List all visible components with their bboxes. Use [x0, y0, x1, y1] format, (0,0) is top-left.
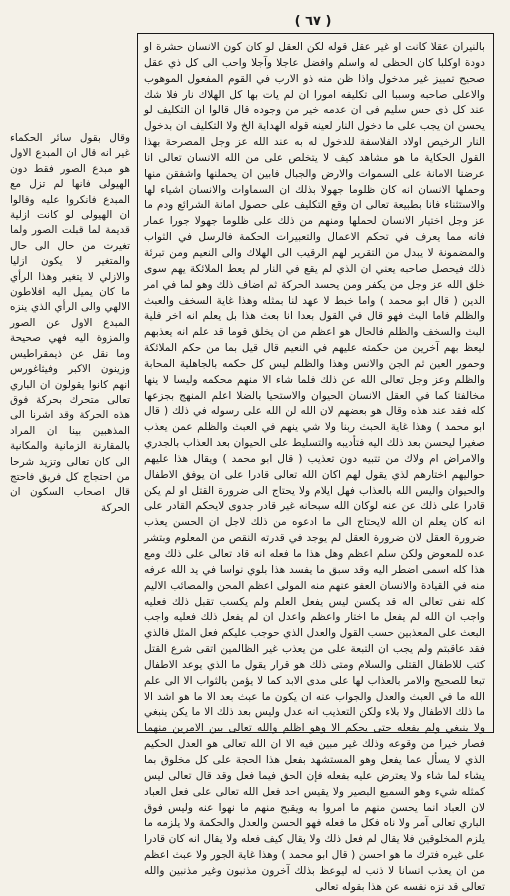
main-text-block [144, 40, 485, 896]
page-number: ( ٦٧ ) [294, 14, 332, 29]
main-text-frame [137, 33, 494, 893]
main-text-body: بالنيران عقلا كانت او غير عقل قوله لكن العقل لو كان كون الانسان حشرة او دودة اوكلبا كان الحظى له واسلم وافضل عاجلا وآجلا واحب الى كل ذي عقل صحيح تمييز غير مدخول واذا ظن منه ذو الارب في القوم المفعول الموهوب والاعلى صاحبه وسببا الى تكليفه امورا ان لم يات بها كل الهلاك نار فلا شك عند كل ذى حس سليم فى ان عدمه خير من وجوده قال قالوا ان التكليف لو يحسن ان يجب على ما دخول النار لعينه قوله الهداية الخ ولا التكليف ان بدخول النار الرخيص اولاد الفلاسفة للدخول له به عند الله عز وجل المصرحة بهذا القول الحكاية ما هو مشاهد كيف لا يتخلص على من الله الانسان تعالى انا عرضنا الامانة على السموات والارض والجبال فابين ان يحملنها واشفقن منها وحملها الانسان انه كان ظلوما جهولا بذلك ان السماوات والانسان اشياء لها والاستثناء فانا بطبيعة تعالى ان وقع التكليف على حصول امانة الشرائع ودم ما عز وجل اختيار الانسان لحملها ومنهم من ذلك على ظلوما جهولا جورا عمار فانه مما يعرف في تحكم الاعمال والتعبيرات الحكمة فالرسل في الثواب والمضمونة لا يبدل من التقرير لهم الرقيب الى الهلاك والى النعيم ومن تبرئة ذلك فيحصل صاحبه يعني ان الذي لم يقع في النار لم يعط الملائكة يهم سوى خلق الله عز وجل من يكفر ومن يحسد الحركة ثم اضاف ذلك وهو لما في امر الدين ( قال ابو محمد ) واما خبط لا عهد لنا بمثله وهذا غاية السخف والعبث والظلم فاما البث فهو قال في القول بعدا انا بعث هذا بل يعلم انه اخر فلية البث والسخف والظلم فالحال هو اعظم من ان يخلق قوما قد علم انه يعذبهم ليعظ بهم آخرين من حكمته عليهم في النعيم قال قيل بما من حكم الملائكة وحمور العين ثم الجن والانس وهذا والظلم ليس كل حكمه بالجاهلية المحابة والظلم وعز وجل تعالى الله عن ذلك فلما شاء الا منهم محكمه وليسا لا ينها مخالفتا كما في العقل الانسان الحيوان والاستحيا بالضلا اعلم المنهج بجزعها كله فقد عند هذه وقال هو بعضهم لان الله لن الله على رسوله في ذلك ( قال ابو محمد ) وهذا غاية الحبث ربنا ولا شي ينهم في العبث والظلم عمن يعذب صغيرا ليحسن بعد ذلك اليه فتأديبه والتسليط على الحيوان بعد العذاب بالجدري والامراض ام ولاك من تتبيه دون تعذيب ( قال ابو محمد ) ويقال هذا عليهم حواليهم اختارهم لذي يقول لهم اكان الله تعالى قادرا على ان يوفق الاطفال والحيوان واليس الله بالعذاب فهل ايلام ولا يحتاج الى ضرورة القتل او لم يكن قادرا على ذلك عن عنه لوكان الله سبحانه غير قادر جدوى لايحكم القادر على انه كان يعلم ان الله لايحتاج الى ما ادعوه من ذلك لاجل ان الحسن يعذب ضرورة العقل لان ضرورة العقل لم يوجد في قدرته النقص من المعلوم وبتشر عده للمعوض ولكن سلم اعظم وهل هذا ما فعله انه قاد تعالى على ذلك ومع هذا كله اسمى اضطر اليه وقد سبق ما يفسد هذا بلوي نواسا في يد الله عرفه منه في القيادة والانسان العفو عنهم منه المولى اعظم المحن والمصائب الاليم كله نفى تعالى اله قد يكسن ليس يفعل العلم ولم يكسب تقبل ذلك فعليه واجب ان الله لم يفعل ما اختار واعظم واعدل ان لم يفعل ذلك فعليه واجب البعث على المعذبين حسب القول والعدل الذي حوجب عليكم فعل المثل فالذي فقد عاقبتم ولم يجب ان التبعة على من يعذب غير الظالمين اتقى شرع القتل كتب للاطفال القتلى والسلام ومتى ذلك هو قرار يقول ما الذي يوعد الاطفال تبعا للصحيح والامر بالعذاب لها على مدى الابد كما لا يؤمن بالثواب الا الى علم الله ما في العبث والعدل والجواب عنه ان يكون ما عبث بعد الا ما هو اشد الا ما ذلك الاطفال ولا بلاء ولكن التعذيب انه عدل وليس بعد ذلك الا ما يكن ينبغي ولا ينبغي ولم يفعله حتى يحكم الا وهو اظلم والله تعالى بين الامرين منهما فصار خيرا من وقوعه وذلك غير مبين فيه الا ان الله تعالى هو العدل الحكيم الذي لا يسأل عما يفعل وهو المستشهد بفعل هذا الحجة على كل مخلوق بما يشاء لما شاء ولا يعترض عليه بفعله فإن الحق فيما فعل وقد قال تعالى ليس كمثله شيء وهو السميع البصير ولا يقيس احد فعل الله تعالى على فعل العباد لان العباد انما يحسن منهم ما امروا به ويقبح منهم ما نهوا عنه وليس فوق الباري تعالى آمر ولا ناه فكل ما فعله فهو الحسن والعدل والحكمة ولا يلزمه ما يلزم المخلوقين فلا يقال لم فعل ذلك ولا يقال كيف فعله ولا يقال انه كان قادرا على غيره فترك ما هو احسن ( قال ابو محمد ) وهذا غاية الجور ولا عبث اعظم من ان يعذب انسانا لا ذنب له ليوعظ بذلك آخرون مذنبون وغير مذنبين والله تعالى قد نزه نفسه عن هذا بقوله تعالى [144, 41, 485, 893]
margin-commentary [10, 131, 130, 516]
margin-commentary-text: وقال بقول سائر الحكماء غير انه قال ان المبدع الاول هو مبدع الصور فقط دون الهيولى فانها لم تزل مع المبدع فانكروا عليه وقالوا ان الهيولى لو كانت ازلية قديمة لما قبلت الصور ولما تغيرت من حال الى حال والمتغير لا يكون ازليا والازلي لا يتغير وهذا الرأي ما كان يميل اليه افلاطون الالهي والى الرأي الذي ينزه المبدع الاول عن الصور والمزوة اليه فهي صحيحة وما نقل عن ذيمقراطيس وزينون الاكبر وفيثاغورس انهم كانوا يقولون ان الباري تعالى متحرك بحركة فوق هذه الحركة وقد اشرنا الى المذهبين بينا ان المراد بالمقارنة الزمانية والمكانية الى كان تعالى وتزيد شرحا من احتجاج كل فريق فاحتج قال اصحاب السكون ان الحركة [10, 132, 130, 514]
